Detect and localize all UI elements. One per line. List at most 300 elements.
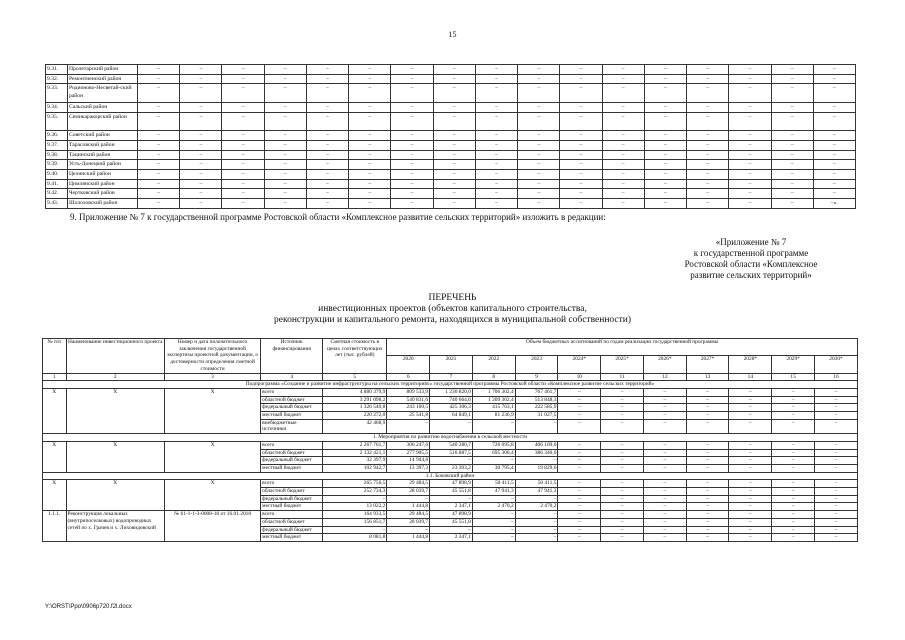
header-year: 2020 [387, 356, 430, 373]
subprogram-row [43, 381, 858, 389]
dash-cell: – [771, 199, 813, 209]
dash-cell: – [644, 84, 686, 103]
dash-cell: – [729, 74, 771, 84]
dash-cell: – [306, 140, 348, 150]
dash-cell: – [391, 112, 433, 131]
dash-cell: – [138, 189, 180, 199]
dash-cell: – [180, 131, 222, 141]
dash-cell: – [687, 140, 729, 150]
dash-cell: – [558, 495, 601, 503]
row-number: 9.42. [46, 189, 68, 199]
dash-cell: – [558, 534, 601, 542]
source-cell: федеральный бюджет [261, 404, 323, 412]
dash-cell: – [433, 84, 475, 103]
dash-cell: – [643, 511, 686, 519]
dash-cell: – [771, 131, 813, 141]
dash-cell: – [138, 160, 180, 170]
dash-cell: – [686, 457, 729, 465]
cost-cell: 156 851,7 [323, 518, 387, 526]
source-cell: всего [261, 480, 323, 488]
dash-cell: – [138, 102, 180, 112]
dash-cell: – [687, 131, 729, 141]
dash-cell: – [729, 480, 772, 488]
cost-cell: 2 132 421,1 [323, 449, 387, 457]
year-value-cell: 740 664,6 [430, 396, 473, 404]
dash-cell: – [686, 396, 729, 404]
dash-cell: – [518, 65, 560, 75]
dash-cell: – [815, 396, 858, 404]
dash-cell: – [306, 74, 348, 84]
dash-cell: – [601, 419, 644, 433]
dash-cell: – [475, 179, 517, 189]
dash-cell: – [558, 412, 601, 420]
cell-name: Х [66, 480, 164, 511]
header-volume: Объем бюджетных ассигнований по годам реализации государственной программы [387, 339, 858, 356]
cost-cell: 42 468,9 [323, 419, 387, 433]
row-number: 9.39. [46, 160, 68, 170]
dash-cell: – [729, 503, 772, 511]
dash-cell: – [815, 480, 858, 488]
dash-cell: – [729, 65, 771, 75]
year-value-cell: 47 941,3 [515, 488, 558, 496]
dash-cell: – [264, 140, 306, 150]
year-value-cell: 47 898,9 [430, 511, 473, 519]
dash-cell: – [222, 102, 264, 112]
dash-cell: – [729, 388, 772, 396]
dash-cell: – [729, 534, 772, 542]
dash-cell: – [391, 74, 433, 84]
dash-cell: – [560, 65, 602, 75]
dash-cell: – [729, 488, 772, 496]
dash-cell: – [306, 199, 348, 209]
year-value-cell: 45 551,8 [430, 518, 473, 526]
dash-cell: – [558, 488, 601, 496]
year-value-cell: 1 230 820,0 [430, 388, 473, 396]
source-cell: местный бюджет [261, 412, 323, 420]
dash-cell: – [349, 169, 391, 179]
dash-cell: – [349, 112, 391, 131]
dash-cell: – [729, 199, 771, 209]
dash-cell: – [643, 495, 686, 503]
top-table-row [46, 140, 856, 150]
dash-cell: – [602, 189, 644, 199]
dash-cell: – [687, 112, 729, 131]
year-value-cell: 809 533,9 [387, 388, 430, 396]
dash-cell: – [601, 518, 644, 526]
dash-cell: – [433, 112, 475, 131]
dash-cell: – [560, 102, 602, 112]
dash-cell: – [601, 495, 644, 503]
dash-cell: – [729, 131, 771, 141]
annex-line-1: «Приложение № 7 [715, 237, 787, 247]
dash-cell: – [222, 112, 264, 131]
dash-cell: – [601, 464, 644, 472]
cell-no: Х [43, 480, 67, 511]
dash-cell: – [518, 74, 560, 84]
year-value-cell: 425 306,3 [430, 404, 473, 412]
column-number: 13 [686, 373, 729, 381]
column-number: 7 [430, 373, 473, 381]
dash-cell: – [180, 102, 222, 112]
file-path-footer: Y:\ORST\Ppo\0906p720.f2l.docx [45, 604, 132, 610]
dash-cell: – [729, 160, 771, 170]
dash-cell: – [433, 102, 475, 112]
year-value-cell: 415 763,1 [472, 404, 515, 412]
year-value-cell: 30 795,4 [472, 464, 515, 472]
dash-cell: – [391, 179, 433, 189]
dash-cell: – [433, 140, 475, 150]
header-no: № п/п [43, 339, 67, 374]
dash-cell: – [815, 441, 858, 449]
dash-cell: – [771, 179, 813, 189]
top-table-row [46, 150, 856, 160]
year-value-cell: – [430, 495, 473, 503]
dash-cell: – [772, 396, 815, 404]
dash-cell: – [644, 65, 686, 75]
dash-cell: – [815, 534, 858, 542]
item-9-text: 9. Приложение № 7 к государственной программе Ростовской области «Комплексное развитие сельских территорий» изложить в редакции: [70, 212, 606, 222]
year-value-cell: 277 905,5 [387, 449, 430, 457]
dash-cell: – [518, 160, 560, 170]
dash-cell: – [644, 74, 686, 84]
dash-cell: – [601, 396, 644, 404]
annex-line-3: Ростовской области «Комплексное [684, 259, 818, 269]
year-value-cell: 2 470,2 [515, 503, 558, 511]
dash-cell: – [602, 169, 644, 179]
dash-cell: – [601, 480, 644, 488]
dash-cell: – [815, 518, 858, 526]
dash-cell: – [222, 160, 264, 170]
year-value-cell: – [387, 419, 430, 433]
row-number: 9.40. [46, 169, 68, 179]
dash-cell: – [391, 102, 433, 112]
dash-cell: – [433, 74, 475, 84]
cost-cell: 13 022,2 [323, 503, 387, 511]
dash-cell: – [729, 412, 772, 420]
cost-cell: 8 081,8 [323, 534, 387, 542]
column-number: 2 [66, 373, 164, 381]
dash-cell: – [433, 160, 475, 170]
event-row-text: 1. Мероприятия по развитию водоснабжения в сельской местности [43, 434, 858, 442]
dash-cell: – [815, 457, 858, 465]
dash-cell: – [349, 84, 391, 103]
dash-cell: – [560, 74, 602, 84]
dash-cell: – [815, 464, 858, 472]
dash-cell: – [180, 179, 222, 189]
dash-cell: – [306, 112, 348, 131]
dash-cell: – [558, 503, 601, 511]
column-number: 1 [43, 373, 67, 381]
dash-cell: – [687, 65, 729, 75]
dash-cell: – [772, 449, 815, 457]
dash-cell: – [560, 84, 602, 103]
district-name: Семикаракорский район [68, 112, 138, 131]
header-year: 2025* [601, 356, 644, 373]
row-number: 9.31. [46, 65, 68, 75]
dash-cell: – [180, 140, 222, 150]
year-value-cell: 2 347,1 [430, 503, 473, 511]
dash-cell: – [729, 189, 771, 199]
source-cell: областной бюджет [261, 488, 323, 496]
source-cell: внебюджетные источники [261, 419, 323, 433]
district-name: Тарасовский район [68, 140, 138, 150]
dash-cell: – [349, 179, 391, 189]
district-name: Усть-Донецкий район [68, 160, 138, 170]
dash-cell: – [475, 131, 517, 141]
top-table-row [46, 179, 856, 189]
dash-cell: – [601, 526, 644, 534]
dash-cell: – [475, 65, 517, 75]
dash-cell: – [306, 150, 348, 160]
year-value-cell: 222 585,9 [515, 404, 558, 412]
dash-cell: – [433, 189, 475, 199]
dash-cell: – [771, 102, 813, 112]
dash-cell: – [643, 534, 686, 542]
year-value-cell: 47 898,9 [430, 480, 473, 488]
dash-cell: – [686, 480, 729, 488]
dash-cell: – [643, 503, 686, 511]
dash-cell: – [180, 84, 222, 103]
year-value-cell: – [515, 495, 558, 503]
column-number: 5 [323, 373, 387, 381]
dash-cell: – [518, 84, 560, 103]
dash-cell: – [558, 526, 601, 534]
dash-cell: – [180, 189, 222, 199]
dash-cell: – [643, 518, 686, 526]
dash-cell: – [601, 457, 644, 465]
dash-cell: – [138, 131, 180, 141]
dash-cell: – [475, 150, 517, 160]
dash-cell: – [222, 74, 264, 84]
dash-cell: – [602, 84, 644, 103]
dash-cell: – [644, 140, 686, 150]
row-number: 9.33. [46, 84, 68, 103]
district-name: Родионово-Несветай-ский район [68, 84, 138, 103]
year-value-cell: – [472, 518, 515, 526]
district-name: Чертковский район [68, 189, 138, 199]
header-year: 2021 [430, 356, 473, 373]
source-cell: федеральный бюджет [261, 495, 323, 503]
dash-cell: – [601, 534, 644, 542]
year-value-cell: 64 849,1 [430, 412, 473, 420]
dash-cell: – [560, 140, 602, 150]
column-number: 11 [601, 373, 644, 381]
dash-cell: – [518, 179, 560, 189]
dash-cell: – [729, 511, 772, 519]
dash-cell: – [602, 65, 644, 75]
cost-cell: 102 942,7 [323, 464, 387, 472]
dash-cell: – [815, 495, 858, 503]
dash-cell: – [180, 199, 222, 209]
district-name: Целинский район [68, 169, 138, 179]
dash-cell: – [391, 65, 433, 75]
dash-cell: – [391, 199, 433, 209]
year-value-cell: 28 039,7 [387, 488, 430, 496]
dash-cell: – [264, 150, 306, 160]
dash-cell: – [391, 189, 433, 199]
year-value-cell: 1 209 302,4 [472, 396, 515, 404]
dash-cell: – [222, 189, 264, 199]
dash-cell: – [306, 160, 348, 170]
cell-no: Х [43, 441, 67, 472]
source-cell: местный бюджет [261, 534, 323, 542]
dash-cell: – [138, 140, 180, 150]
table-row [43, 388, 858, 396]
source-cell: федеральный бюджет [261, 457, 323, 465]
dash-cell: – [687, 160, 729, 170]
dash-cell: – [560, 169, 602, 179]
dash-cell: – [729, 396, 772, 404]
dash-cell: – [772, 511, 815, 519]
dash-cell: – [687, 189, 729, 199]
top-table-row [46, 189, 856, 199]
header-year: 2027* [686, 356, 729, 373]
dash-cell: – [138, 199, 180, 209]
table-row [43, 511, 858, 519]
dash-cell: – [560, 131, 602, 141]
dash-cell: – [686, 526, 729, 534]
dash-cell: – [349, 140, 391, 150]
dash-cell: – [815, 419, 858, 433]
dash-cell: – [643, 388, 686, 396]
dash-cell: – [644, 112, 686, 131]
header-year: 2024* [558, 356, 601, 373]
dash-cell: – [644, 199, 686, 209]
dash-cell: – [602, 112, 644, 131]
dash-cell: – [813, 112, 855, 131]
dash-cell: – [644, 169, 686, 179]
dash-cell: – [264, 131, 306, 141]
row-number: 9.38. [46, 150, 68, 160]
dash-cell: – [222, 84, 264, 103]
dash-cell: – [391, 150, 433, 160]
year-value-cell: – [515, 457, 558, 465]
dash-cell: – [391, 169, 433, 179]
event-row [43, 434, 858, 442]
cell-name: Х [66, 441, 164, 472]
dash-cell: – [772, 441, 815, 449]
dash-cell: – [518, 131, 560, 141]
dash-cell: – [601, 441, 644, 449]
dash-cell: – [729, 102, 771, 112]
dash-cell: – [222, 179, 264, 189]
cell-doc: Х [164, 441, 260, 472]
dash-cell: – [643, 404, 686, 412]
dash-cell: – [475, 169, 517, 179]
dash-cell: – [138, 169, 180, 179]
year-value-cell: – [472, 419, 515, 433]
top-table-row [46, 112, 856, 131]
year-value-cell: – [430, 457, 473, 465]
dash-cell: – [306, 179, 348, 189]
dash-cell: – [687, 84, 729, 103]
year-value-cell: 386 340,0 [515, 449, 558, 457]
dash-cell: – [518, 150, 560, 160]
dash-cell: – [813, 131, 855, 141]
dash-cell: – [686, 464, 729, 472]
dash-cell: – [264, 74, 306, 84]
title-line-1: ПЕРЕЧЕНЬ [428, 293, 477, 303]
cost-cell: 252 734,3 [323, 488, 387, 496]
header-name: Наименование инвестиционного проекта [66, 339, 164, 374]
year-value-cell: 1 444,8 [387, 534, 430, 542]
dash-cell: – [433, 199, 475, 209]
year-value-cell: 45 551,8 [430, 488, 473, 496]
dash-cell: – [222, 199, 264, 209]
dash-cell: – [772, 480, 815, 488]
year-value-cell: – [387, 495, 430, 503]
dash-cell: – [306, 65, 348, 75]
cost-cell: 32 397,9 [323, 457, 387, 465]
year-value-cell: 695 300,4 [472, 449, 515, 457]
header-year: 2022 [472, 356, 515, 373]
dash-cell: – [306, 189, 348, 199]
year-value-cell: – [387, 526, 430, 534]
column-number: 16 [815, 373, 858, 381]
dash-cell: – [222, 150, 264, 160]
year-value-cell: – [472, 457, 515, 465]
dash-cell: – [815, 449, 858, 457]
dash-cell: – [475, 112, 517, 131]
dash-cell: – [813, 189, 855, 199]
dash-cell: – [772, 457, 815, 465]
dash-cell: – [815, 412, 858, 420]
dash-cell: – [643, 419, 686, 433]
source-cell: федеральный бюджет [261, 526, 323, 534]
dash-cell: – [643, 412, 686, 420]
dash-cell: – [644, 131, 686, 141]
dash-cell: – [813, 65, 855, 75]
year-value-cell: – [430, 419, 473, 433]
dash-cell: – [601, 488, 644, 496]
dash-cell: – [771, 160, 813, 170]
dash-cell: – [729, 404, 772, 412]
cell-name: Х [66, 388, 164, 433]
dash-cell: – [771, 84, 813, 103]
dash-cell: – [349, 189, 391, 199]
dash-cell: – [391, 131, 433, 141]
dash-cell: – [475, 140, 517, 150]
dash-cell: – [138, 84, 180, 103]
dash-cell: – [264, 169, 306, 179]
dash-cell: – [560, 160, 602, 170]
dash-cell: – [686, 488, 729, 496]
dash-cell: – [815, 488, 858, 496]
row-number: 9.41. [46, 179, 68, 189]
dash-cell: – [433, 131, 475, 141]
dash-cell: – [813, 140, 855, 150]
dash-cell: – [729, 495, 772, 503]
district-name: Тацинский район [68, 150, 138, 160]
dash-cell: – [138, 65, 180, 75]
year-value-cell: 14 944,8 [387, 457, 430, 465]
dash-cell: – [687, 74, 729, 84]
header-year: 2029* [772, 356, 815, 373]
dash-cell: – [264, 65, 306, 75]
dash-cell: – [729, 112, 771, 131]
dash-cell: – [772, 419, 815, 433]
year-value-cell: 406 169,6 [515, 441, 558, 449]
dash-cell: – [815, 526, 858, 534]
dash-cell: – [349, 74, 391, 84]
column-number: 12 [643, 373, 686, 381]
dash-cell: – [475, 160, 517, 170]
list-title [180, 293, 725, 326]
dash-cell: –». [813, 199, 855, 209]
page-number: 15 [448, 30, 457, 39]
year-value-cell: 19 829,6 [515, 464, 558, 472]
dash-cell: – [686, 495, 729, 503]
